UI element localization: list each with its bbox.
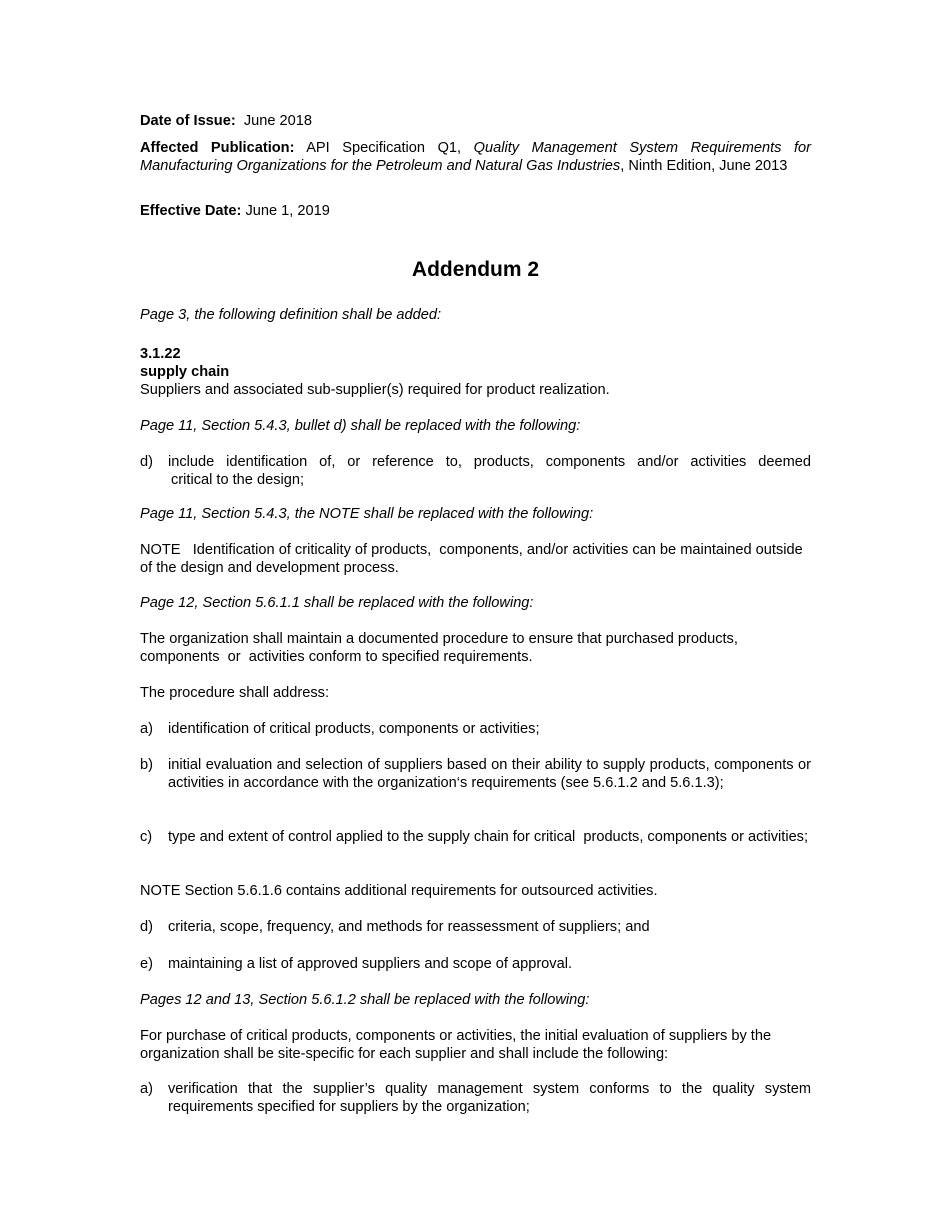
list-item-text: maintaining a list of approved suppliers and scope of approval. (168, 956, 573, 972)
definition-number: 3.1.22 (140, 346, 181, 362)
list-item-text: initial evaluation and selection of suppliers based on their ability to supply products, components or activities in accordance with the organization‘s requirements (see 5.6.1.2 and 5.6.1.3); (168, 757, 811, 791)
list-item-text: criteria, scope, frequency, and methods for reassessment of suppliers; and (168, 919, 650, 935)
paragraph-procedure: The organization shall maintain a documented procedure to ensure that purchased products, components or activities conform to specified requirements. (140, 631, 742, 665)
paragraph-initial-evaluation: For purchase of critical products, components or activities, the initial evaluation of suppliers by the organization shall be site-specific for each supplier and shall include the following: (140, 1028, 772, 1062)
definition-text: Suppliers and associated sub-supplier(s) required for product realization. (140, 382, 610, 398)
list-item (140, 453, 811, 489)
list-item (140, 918, 811, 936)
list-item (140, 955, 811, 973)
instruction-5612: Pages 12 and 13, Section 5.6.1.2 shall be replaced with the following: (140, 992, 590, 1008)
list-item-label: a) (140, 721, 153, 737)
list-item-label: d) (140, 454, 153, 470)
list-item-label: c) (140, 829, 153, 845)
affected-publication (140, 139, 811, 175)
list-item-text: include identification of, or reference to, products, components and/or activities deemed (168, 454, 811, 470)
affected-publication-title: Quality Management System Requirements for Manufacturing Organizations for the Petroleum and Natural Gas Industries (140, 140, 812, 174)
list-item-label: d) (140, 919, 153, 935)
date-of-issue-value: June 2018 (243, 113, 312, 129)
effective-date-label: Effective Date: (140, 203, 242, 219)
instruction-definition: Page 3, the following definition shall be added: (140, 307, 442, 323)
list-item-label: e) (140, 956, 153, 972)
date-of-issue (140, 112, 811, 130)
date-of-issue-label: Date of Issue: (140, 113, 236, 129)
definition-term: supply chain (140, 364, 230, 380)
list-item-label: a) (140, 1081, 153, 1097)
list-item-label: b) (140, 757, 153, 773)
affected-publication-label: Affected Publication: (140, 140, 295, 156)
paragraph-procedure-address: The procedure shall address: (140, 685, 330, 701)
list-item-text: identification of critical products, components or activities; (168, 721, 540, 737)
list-item (140, 1080, 811, 1116)
list-item (140, 720, 811, 738)
list-item (140, 828, 811, 846)
list-item-text: verification that the supplier’s quality management system conforms to the quality system requirements specified for suppliers by the organization; (168, 1081, 811, 1115)
effective-date-value: June 1, 2019 (245, 203, 330, 219)
note-criticality: NOTE Identification of criticality of products, components, and/or activities can be maintained outside of the design and development process. (140, 542, 807, 576)
affected-publication-prefix: API Specification Q1, (306, 140, 462, 156)
effective-date (140, 202, 811, 220)
note-outsourced: NOTE Section 5.6.1.6 contains additional requirements for outsourced activities. (140, 883, 658, 899)
list-item-text-continued: critical to the design; (171, 472, 305, 488)
instruction-5611: Page 12, Section 5.6.1.1 shall be replaced with the following: (140, 595, 534, 611)
instruction-bullet-d: Page 11, Section 5.4.3, bullet d) shall be replaced with the following: (140, 418, 581, 434)
page-title: Addendum 2 (411, 258, 540, 281)
instruction-note: Page 11, Section 5.4.3, the NOTE shall be replaced with the following: (140, 506, 594, 522)
affected-publication-suffix: , Ninth Edition, June 2013 (620, 158, 788, 174)
list-item (140, 756, 811, 792)
list-item-text: type and extent of control applied to the supply chain for critical products, components or activities; (168, 829, 809, 845)
